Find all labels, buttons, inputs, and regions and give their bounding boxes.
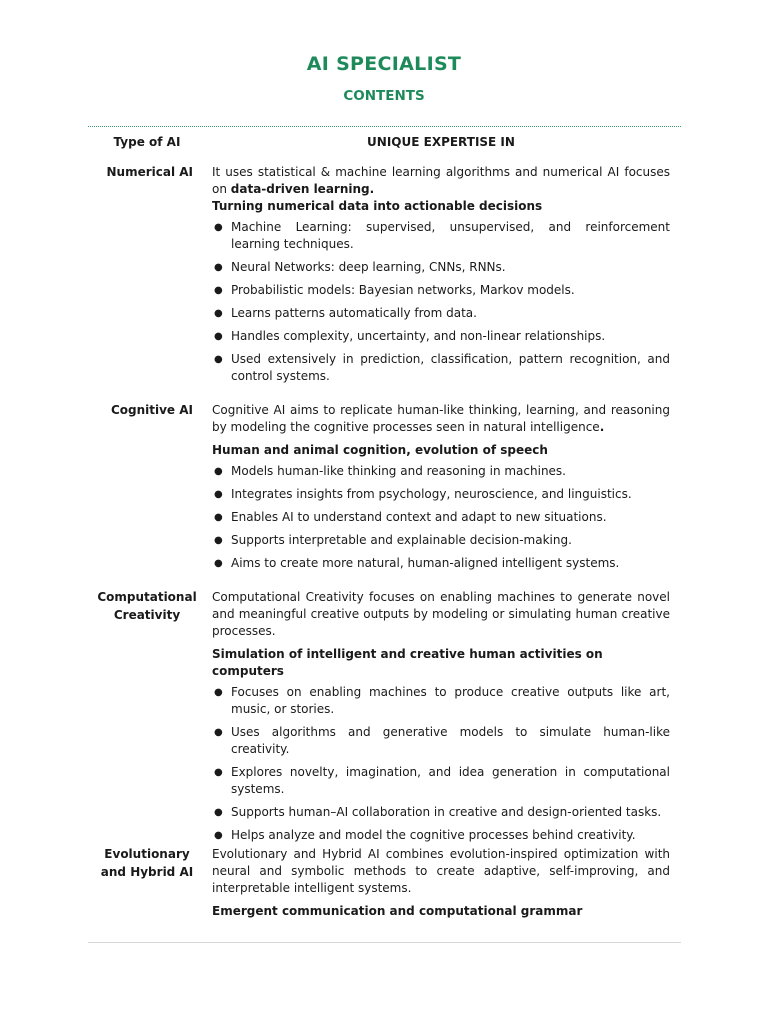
list-item — [212, 724, 670, 758]
header-divider — [88, 126, 681, 127]
bullet-icon: ● — [214, 354, 223, 365]
bullet-icon: ● — [214, 466, 223, 477]
list-item — [212, 764, 670, 798]
bullet-icon: ● — [214, 285, 223, 296]
row-label-line: Computational — [97, 590, 197, 604]
list-item — [212, 463, 670, 480]
bullet-text: Learns patterns automatically from data. — [231, 306, 477, 320]
row-label — [88, 846, 206, 881]
row-label — [88, 589, 206, 624]
bullet-text: Probabilistic models: Bayesian networks, Markov models. — [231, 283, 575, 297]
description-emphasis: . — [599, 420, 605, 434]
bullet-text: Models human-like thinking and reasoning in machines. — [231, 464, 566, 478]
bullet-icon: ● — [214, 512, 223, 523]
column-header-expertise: UNIQUE EXPERTISE IN — [367, 135, 515, 149]
page-title: AI SPECIALIST — [306, 53, 462, 75]
row-label: Numerical AI — [106, 165, 193, 179]
bullet-text: Machine Learning: supervised, unsupervised, and reinforcement learning techniques. — [231, 220, 670, 251]
list-item — [212, 827, 670, 844]
row-description — [212, 402, 670, 436]
bullet-text: Integrates insights from psychology, neuroscience, and linguistics. — [231, 487, 632, 501]
list-item — [212, 684, 670, 718]
row-heading: Turning numerical data into actionable decisions — [212, 199, 543, 213]
row-content — [212, 164, 670, 391]
description-text: It uses statistical & machine learning algorithms and numerical AI focuses on — [212, 165, 670, 196]
row-content — [212, 846, 670, 920]
bullet-list — [212, 684, 670, 844]
bullet-icon: ● — [214, 222, 223, 233]
row-label-line: Creativity — [113, 607, 181, 622]
bullet-text: Used extensively in prediction, classification, pattern recognition, and control systems. — [231, 352, 670, 383]
bullet-text: Explores novelty, imagination, and idea generation in computational systems. — [231, 765, 670, 796]
list-item — [212, 282, 670, 299]
bullet-text: Helps analyze and model the cognitive processes behind creativity. — [231, 828, 636, 842]
bullet-text: Supports human–AI collaboration in creative and design-oriented tasks. — [231, 805, 662, 819]
bullet-text: Uses algorithms and generative models to simulate human-like creativity. — [231, 725, 670, 756]
list-item — [212, 804, 670, 821]
row-content — [212, 589, 670, 850]
bullet-list — [212, 463, 670, 572]
page-subtitle: CONTENTS — [343, 88, 425, 104]
bullet-text: Handles complexity, uncertainty, and non-linear relationships. — [231, 329, 606, 343]
row-description: Computational Creativity focuses on enabling machines to generate novel and meaningful creative outputs by modeling or simulating human creative processes. — [212, 590, 670, 638]
list-item — [212, 555, 670, 572]
bullet-icon: ● — [214, 687, 223, 698]
list-item — [212, 219, 670, 253]
row-label: Cognitive AI — [110, 403, 193, 417]
list-item — [212, 486, 670, 503]
row-label-line: and Hybrid AI — [100, 864, 194, 879]
bullet-icon: ● — [214, 807, 223, 818]
row-heading: Emergent communication and computational grammar — [212, 904, 583, 918]
bullet-icon: ● — [214, 558, 223, 569]
bullet-icon: ● — [214, 830, 223, 841]
list-item — [212, 351, 670, 385]
bullet-icon: ● — [214, 767, 223, 778]
list-item — [212, 328, 670, 345]
list-item — [212, 532, 670, 549]
bullet-list — [212, 219, 670, 385]
bullet-icon: ● — [214, 489, 223, 500]
list-item — [212, 305, 670, 322]
bullet-icon: ● — [214, 308, 223, 319]
row-description: Evolutionary and Hybrid AI combines evolution-inspired optimization with neural and symbolic methods to create adaptive, self-improving, and interpretable intelligent systems. — [212, 847, 670, 895]
list-item — [212, 259, 670, 276]
row-label-line: Evolutionary — [104, 847, 190, 861]
list-item — [212, 509, 670, 526]
row-content — [212, 402, 670, 578]
row-heading: Simulation of intelligent and creative human activities on computers — [212, 647, 603, 678]
bullet-text: Neural Networks: deep learning, CNNs, RNNs. — [231, 260, 506, 274]
bullet-icon: ● — [214, 535, 223, 546]
footer-divider — [88, 942, 681, 943]
row-heading: Human and animal cognition, evolution of speech — [212, 443, 548, 457]
description-emphasis: data-driven learning. — [230, 182, 375, 196]
bullet-text: Aims to create more natural, human-aligned intelligent systems. — [231, 556, 620, 570]
bullet-icon: ● — [214, 727, 223, 738]
bullet-icon: ● — [214, 331, 223, 342]
row-description — [212, 164, 670, 198]
description-text: Cognitive AI aims to replicate human-like thinking, learning, and reasoning by modeling the cognitive processes seen in natural intelligence — [212, 403, 670, 434]
bullet-text: Enables AI to understand context and adapt to new situations. — [231, 510, 607, 524]
bullet-text: Supports interpretable and explainable decision-making. — [231, 533, 572, 547]
bullet-icon: ● — [214, 262, 223, 273]
bullet-text: Focuses on enabling machines to produce creative outputs like art, music, or stories. — [231, 685, 670, 716]
column-header-type: Type of AI — [113, 135, 181, 149]
